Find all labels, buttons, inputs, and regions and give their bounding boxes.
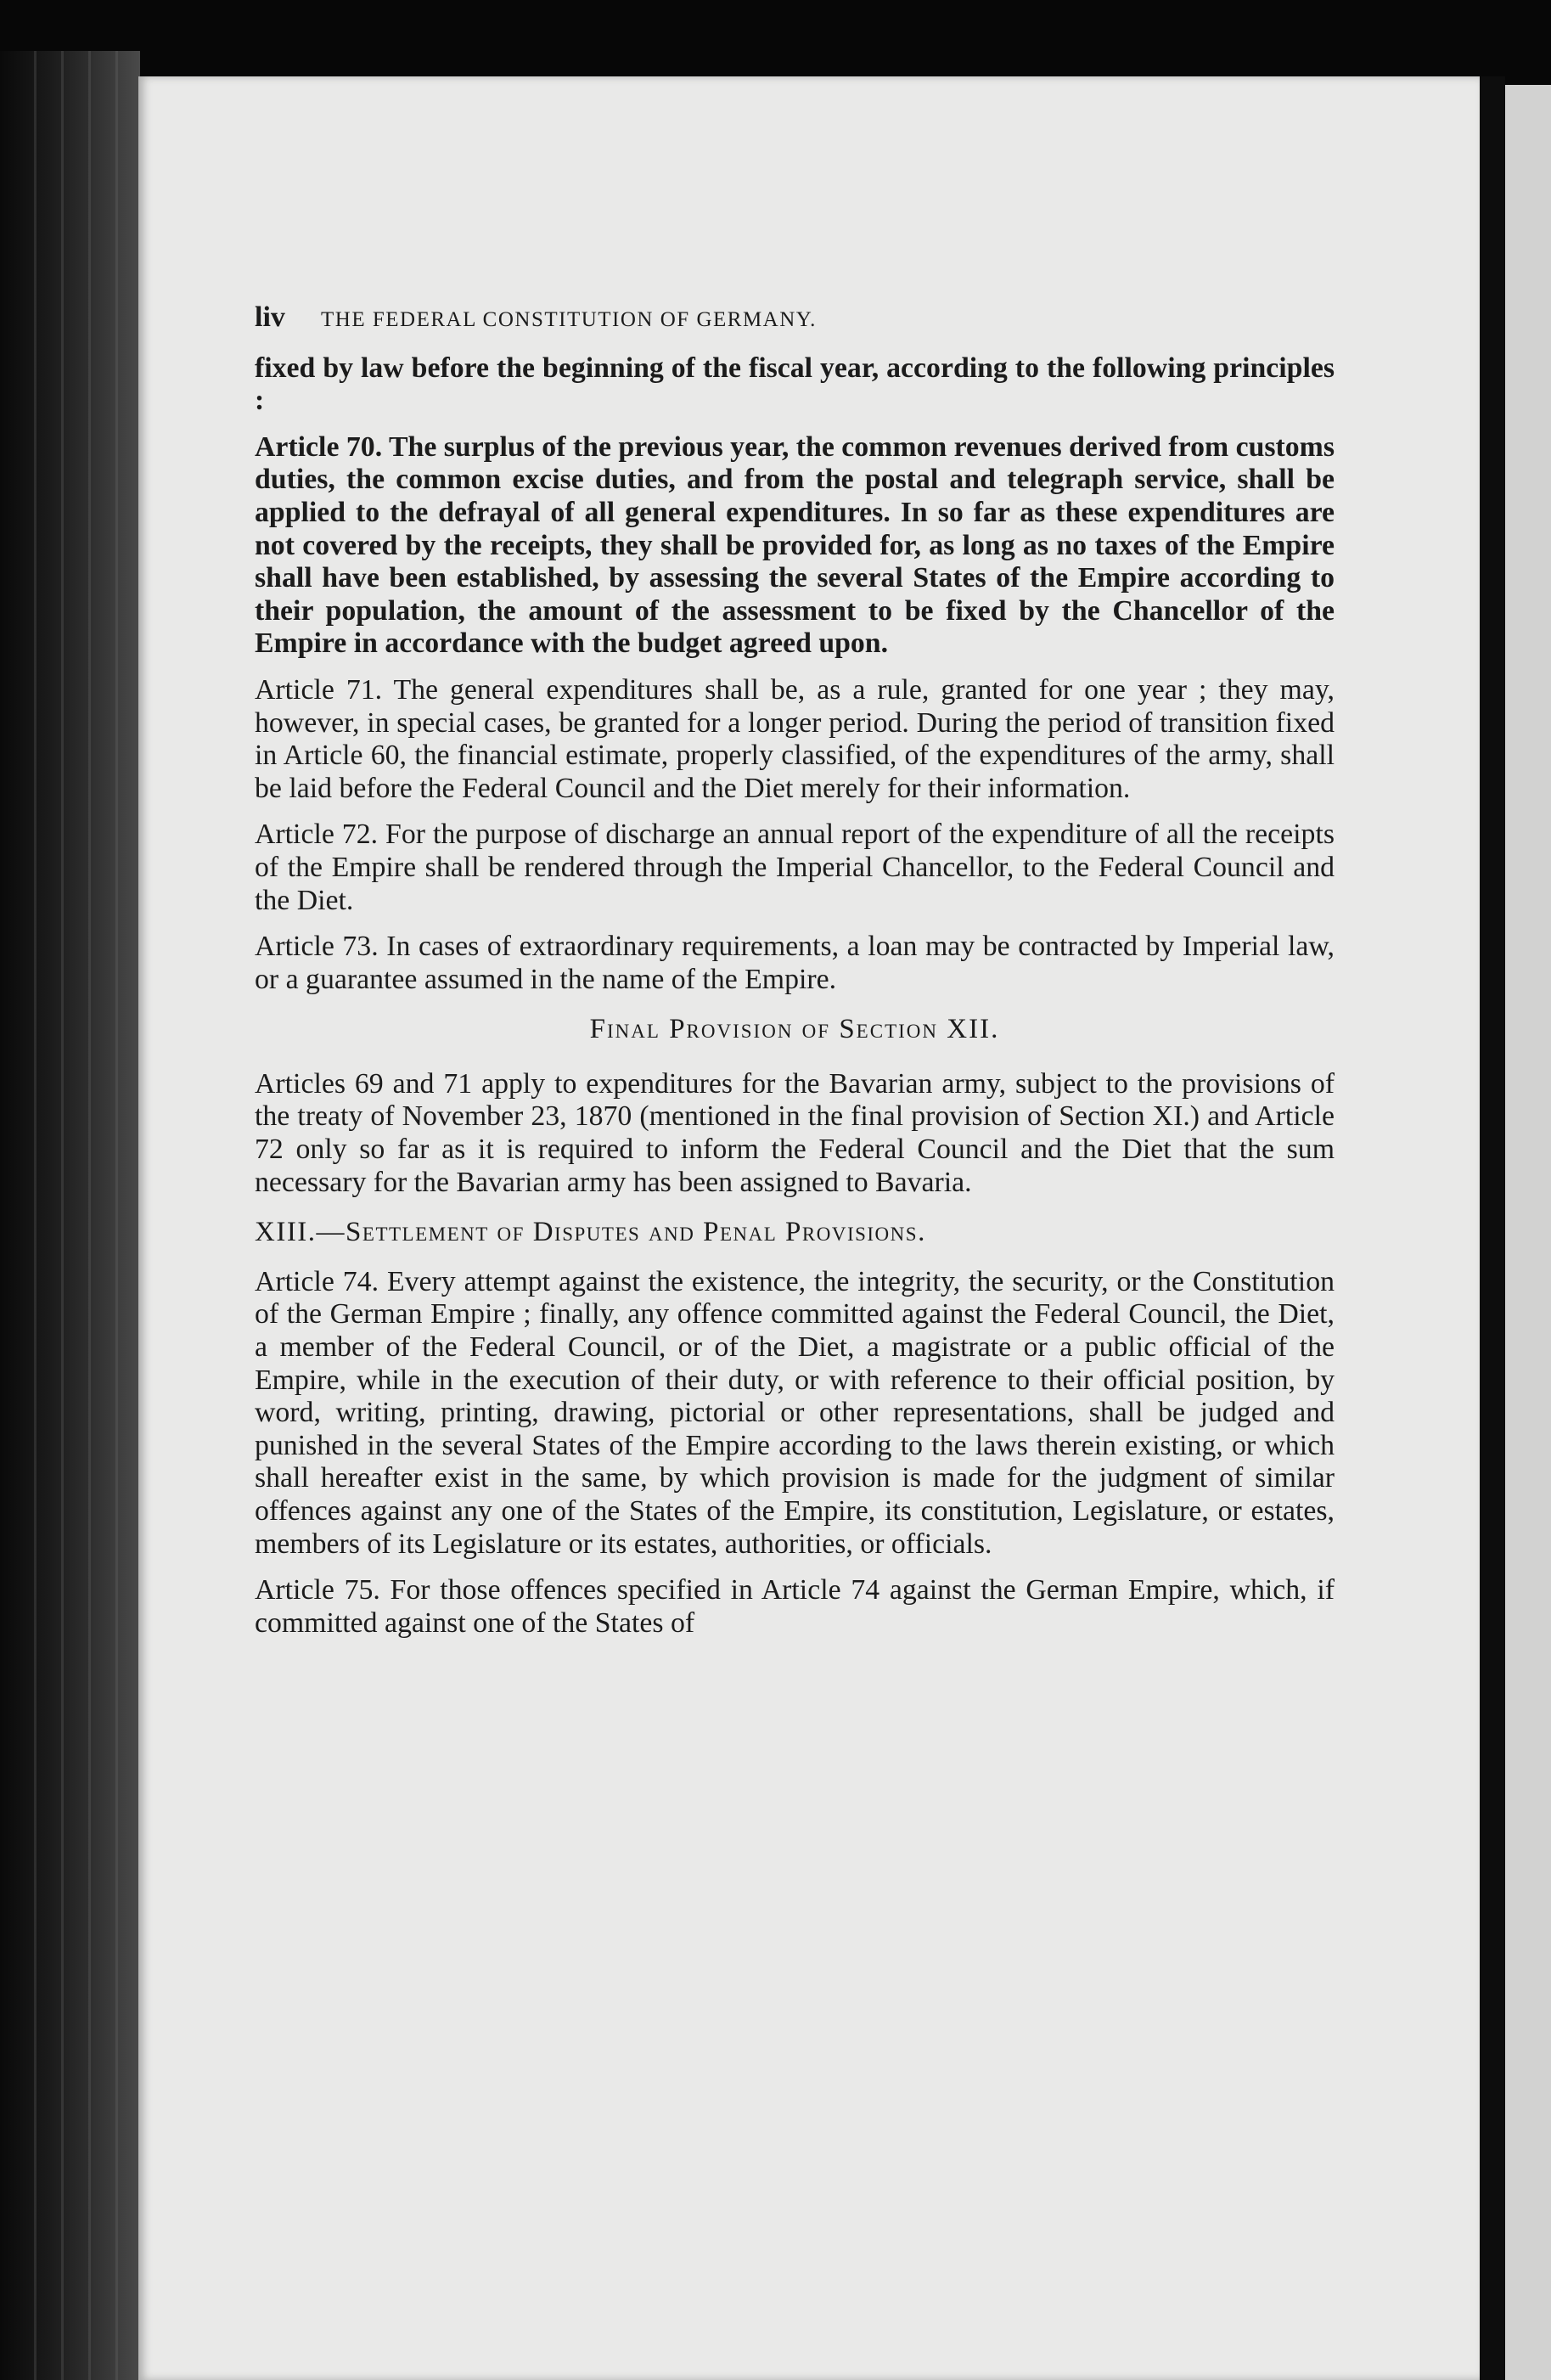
article-74: Article 74. Every attempt against the existence, the integrity, the security, or the Constitution of the German Empire ; finally, any offence committed against the Federal Council, the Diet, a member of the Federal Council, or of the Diet, a magistrate or a public official of the Empire, while in the execution of their duty, or with reference to their official position, by word, writing, printing, drawing, pictorial or other representations, shall be judged and punished in the several States of the Empire according to the laws therein existing, or which shall hereafter exist in the same, by which provision is made for the judgment of similar offences against any one of the States of the Empire, its constitution, Legislature, or estates, members of its Legislature or its estates, authorities, or officials. — [255, 1265, 1335, 1560]
article-75: Article 75. For those offences specified in Article 74 against the German Empire, which, if committed against one of the States of — [255, 1574, 1335, 1639]
page-gap — [1480, 76, 1505, 2380]
section-heading-final-provision: Final Provision of Section XII. — [589, 1014, 1000, 1045]
paragraph-fiscal-year: fixed by law before the beginning of the fiscal year, according to the following principles : — [255, 352, 1335, 417]
binding-stripe — [88, 51, 91, 2380]
book-binding-edge — [0, 51, 140, 2380]
next-page-edge — [1505, 85, 1551, 2380]
article-73: Article 73. In cases of extraordinary requirements, a loan may be contracted by Imperial law, or a guarantee assumed in the name of the Empire. — [255, 931, 1335, 995]
article-72: Article 72. For the purpose of discharge an annual report of the expenditure of all the receipts of the Empire shall be rendered through the Imperial Chancellor, to the Federal Council and the Diet. — [255, 819, 1335, 916]
running-head — [255, 301, 1335, 337]
article-71: Article 71. The general expenditures shall be, as a rule, granted for one year ; they may, however, in special cases, be granted for a longer period. During the period of transition fixed in Article 60, the financial estimate, properly classified, of the expenditures of the army, shall be laid before the Federal Council and the Diet merely for their information. — [255, 673, 1335, 804]
final-provision-text: Articles 69 and 71 apply to expenditures for the Bavarian army, subject to the provisions of the treaty of November 23, 1870 (mentioned in the final provision of Section XI.) and Article 72 only so far as it is required to inform the Federal Council and the Diet that the sum necessary for the Bavarian army has been assigned to Bavaria. — [255, 1067, 1335, 1198]
binding-stripe — [34, 51, 37, 2380]
scan-top-border — [0, 0, 1551, 85]
binding-stripe — [115, 51, 118, 2380]
section-heading-xiii: XIII.—Settlement of Disputes and Penal Provisions. — [255, 1217, 926, 1248]
binding-stripe — [61, 51, 64, 2380]
page-text — [255, 301, 1335, 1653]
article-70: Article 70. The surplus of the previous year, the common revenues derived from customs duties, the common excise duties, and from the postal and telegraph service, shall be applied to the defrayal of all general expenditures. In so far as these expenditures are not covered by the receipts, they shall be provided for, as long as no taxes of the Empire shall have been established, by assessing the several States of the Empire according to their population, the amount of the assessment to be fixed by the Chancellor of the Empire in accordance with the budget agreed upon. — [255, 430, 1335, 660]
page-folio: liv — [255, 301, 285, 333]
running-head-title: THE FEDERAL CONSTITUTION OF GERMANY. — [321, 308, 817, 331]
